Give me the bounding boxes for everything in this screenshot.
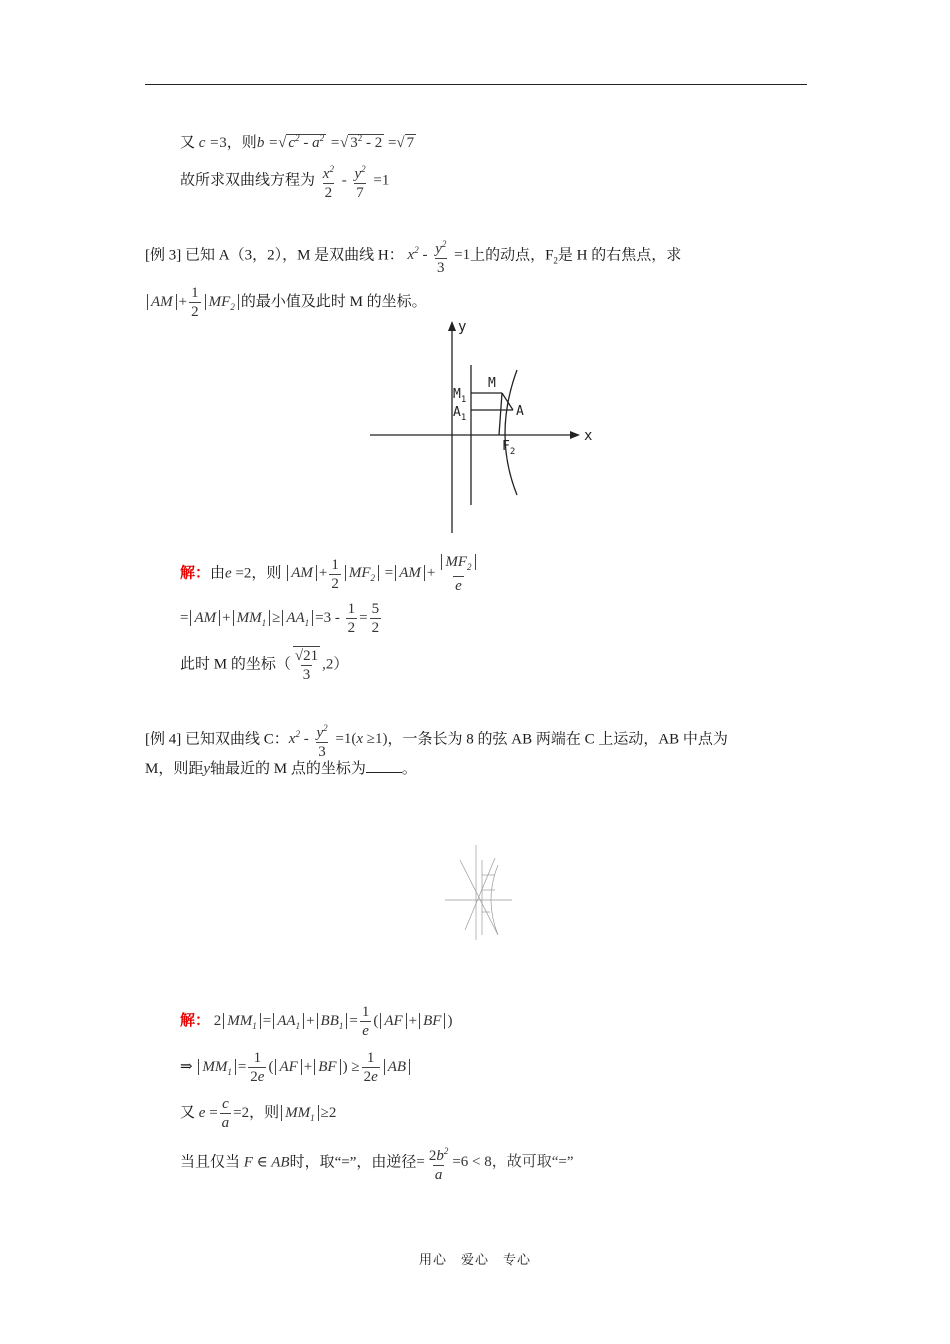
coordinate-fraction: $\frac{√21}{3}$ bbox=[294, 648, 319, 683]
example-3-text: 已知 A（3，2），M 是双曲线 H： bbox=[185, 247, 404, 264]
chord-line-2 bbox=[465, 858, 495, 930]
solution-4-label: 解： bbox=[180, 1012, 211, 1029]
solution-4-also: 又 bbox=[180, 1104, 196, 1121]
label-a1: $A_1$ bbox=[453, 405, 467, 423]
example-4-text-4: 轴最近的 M 点的坐标为 bbox=[210, 761, 366, 777]
x-axis-arrow bbox=[570, 431, 580, 439]
example-3-statement bbox=[145, 235, 681, 277]
hyperbola-h-equation: $x^2$ - $\frac{y^2}{3}$ =1 bbox=[407, 239, 471, 276]
solution-3-expr: AM + $\frac{1}{2}$ $MF_2$ = AM + $\frac{MF_2}{e}$ bbox=[285, 565, 481, 581]
example-3-text-4: 的最小值及此时 M 的坐标。 bbox=[240, 293, 427, 310]
solution-3-then: ，则 bbox=[251, 565, 282, 582]
solution-4-eq-2: $MM_1$ = $\frac{1}{2e}$ ( AF + BF ) ≥ $\frac{1}{2e}$ AB bbox=[196, 1059, 412, 1075]
solution-3-from: 由 bbox=[210, 565, 226, 582]
hyperbola-c-equation: $x^2$ - $\frac{y^2}{3}$ =1(x ≥1) bbox=[288, 723, 388, 760]
solution-4-line-2 bbox=[180, 1049, 412, 1086]
solution-4-then: ，则 bbox=[249, 1104, 280, 1121]
x-axis-label: x bbox=[584, 428, 593, 444]
chord-line-1 bbox=[460, 860, 498, 935]
label-m: M bbox=[488, 376, 496, 391]
coordinate-suffix: ,2） bbox=[322, 656, 349, 673]
y-axis-arrow bbox=[448, 321, 456, 331]
example-4-end: 。 bbox=[401, 761, 417, 777]
label-m1: $M_1$ bbox=[453, 387, 467, 405]
solution-4-line-1 bbox=[180, 1003, 452, 1040]
example-4-statement bbox=[145, 719, 728, 761]
label-f2: $F_2$ bbox=[502, 439, 516, 457]
solution-4-line-4 bbox=[180, 1142, 574, 1184]
solution-3-line-3 bbox=[180, 646, 348, 684]
fraction-y2-7: $\frac{y^2}{7}$ bbox=[354, 164, 366, 201]
chord-figure bbox=[440, 840, 520, 945]
example-4-label: [例 4] bbox=[145, 731, 182, 748]
example-4-text: 已知双曲线 C： bbox=[185, 731, 289, 748]
solution-3-chain: = AM + $MM_1 \ge AA_1 =3$ - $\frac{1}{2}$ = $\frac{5}{2}$ bbox=[180, 601, 380, 636]
hyperbola-figure bbox=[365, 315, 605, 540]
page-footer: 用心 爱心 专心 bbox=[418, 1252, 531, 1267]
segment-m-f2 bbox=[499, 393, 502, 435]
line-hyperbola-equation: 故所求双曲线方程为 $\frac{x^2}{2}$ - $\frac{y^2}{7}$ =1 bbox=[180, 160, 389, 202]
y-axis-label: y bbox=[458, 319, 467, 335]
iff-text: 当且仅当 bbox=[180, 1154, 241, 1171]
focus-subscript: 2 bbox=[553, 255, 558, 266]
text-then: ，则 bbox=[226, 135, 257, 151]
hyperbola-branch bbox=[505, 370, 517, 495]
solution-4-mid: 时，取“=”，由逆径 bbox=[289, 1154, 417, 1171]
example-3-text-2: 上的动点，F bbox=[470, 247, 554, 264]
example-4-text-3: M，则距 bbox=[145, 761, 204, 777]
coordinate-prefix: 此时 M 的坐标（ bbox=[180, 656, 291, 673]
e-equation: e =2 bbox=[225, 565, 252, 582]
label-a: A bbox=[516, 404, 524, 419]
solution-4-eq-1: 2 $MM_1 = AA_1 + BB_1$ = $\frac{1}{e}$ ( AF + BF ) bbox=[213, 1004, 453, 1039]
header-rule bbox=[145, 84, 807, 85]
eccentricity-eq: e = $\frac{c}{a}$ =2 bbox=[198, 1096, 250, 1131]
solution-4-line-3 bbox=[180, 1095, 336, 1132]
b-equation: b =√ $c^2 - a^2$ =√ $3^2 - 2$ =√ 7 bbox=[256, 133, 415, 151]
mm1-inequality: $MM_1 \ge 2$ bbox=[279, 1105, 336, 1121]
solution-3-label: 解： bbox=[180, 565, 211, 582]
answer-blank bbox=[366, 758, 402, 773]
equation-intro: 故所求双曲线方程为 bbox=[180, 172, 316, 189]
latus-rectum-expr: = $\frac{2b^2}{a}$ =6 < 8，故可取“=” bbox=[416, 1146, 574, 1183]
line-c-value bbox=[180, 128, 416, 153]
example-3-text-3: 是 H 的右焦点，求 bbox=[557, 247, 682, 264]
example-4-statement-2 bbox=[145, 758, 417, 779]
condition-f-in-ab: F ∈ AB bbox=[243, 1154, 290, 1171]
fraction-x2-2: $\frac{x^2}{2}$ bbox=[322, 164, 334, 201]
implies-arrow: ⇒ bbox=[180, 1058, 193, 1075]
text-prefix: 又 bbox=[180, 135, 196, 151]
solution-3-line-1 bbox=[180, 553, 482, 595]
example-3-label: [例 3] bbox=[145, 247, 182, 264]
example-4-text-2: ，一条长为 8 的弦 AB 两端在 C 上运动，AB 中点为 bbox=[387, 731, 728, 748]
c-equation: c =3 bbox=[198, 135, 227, 151]
y-variable: y bbox=[203, 761, 211, 777]
solution-3-line-2 bbox=[180, 600, 383, 637]
target-expression: AM + $\frac{1}{2}$ $MF_2$ bbox=[145, 294, 241, 310]
